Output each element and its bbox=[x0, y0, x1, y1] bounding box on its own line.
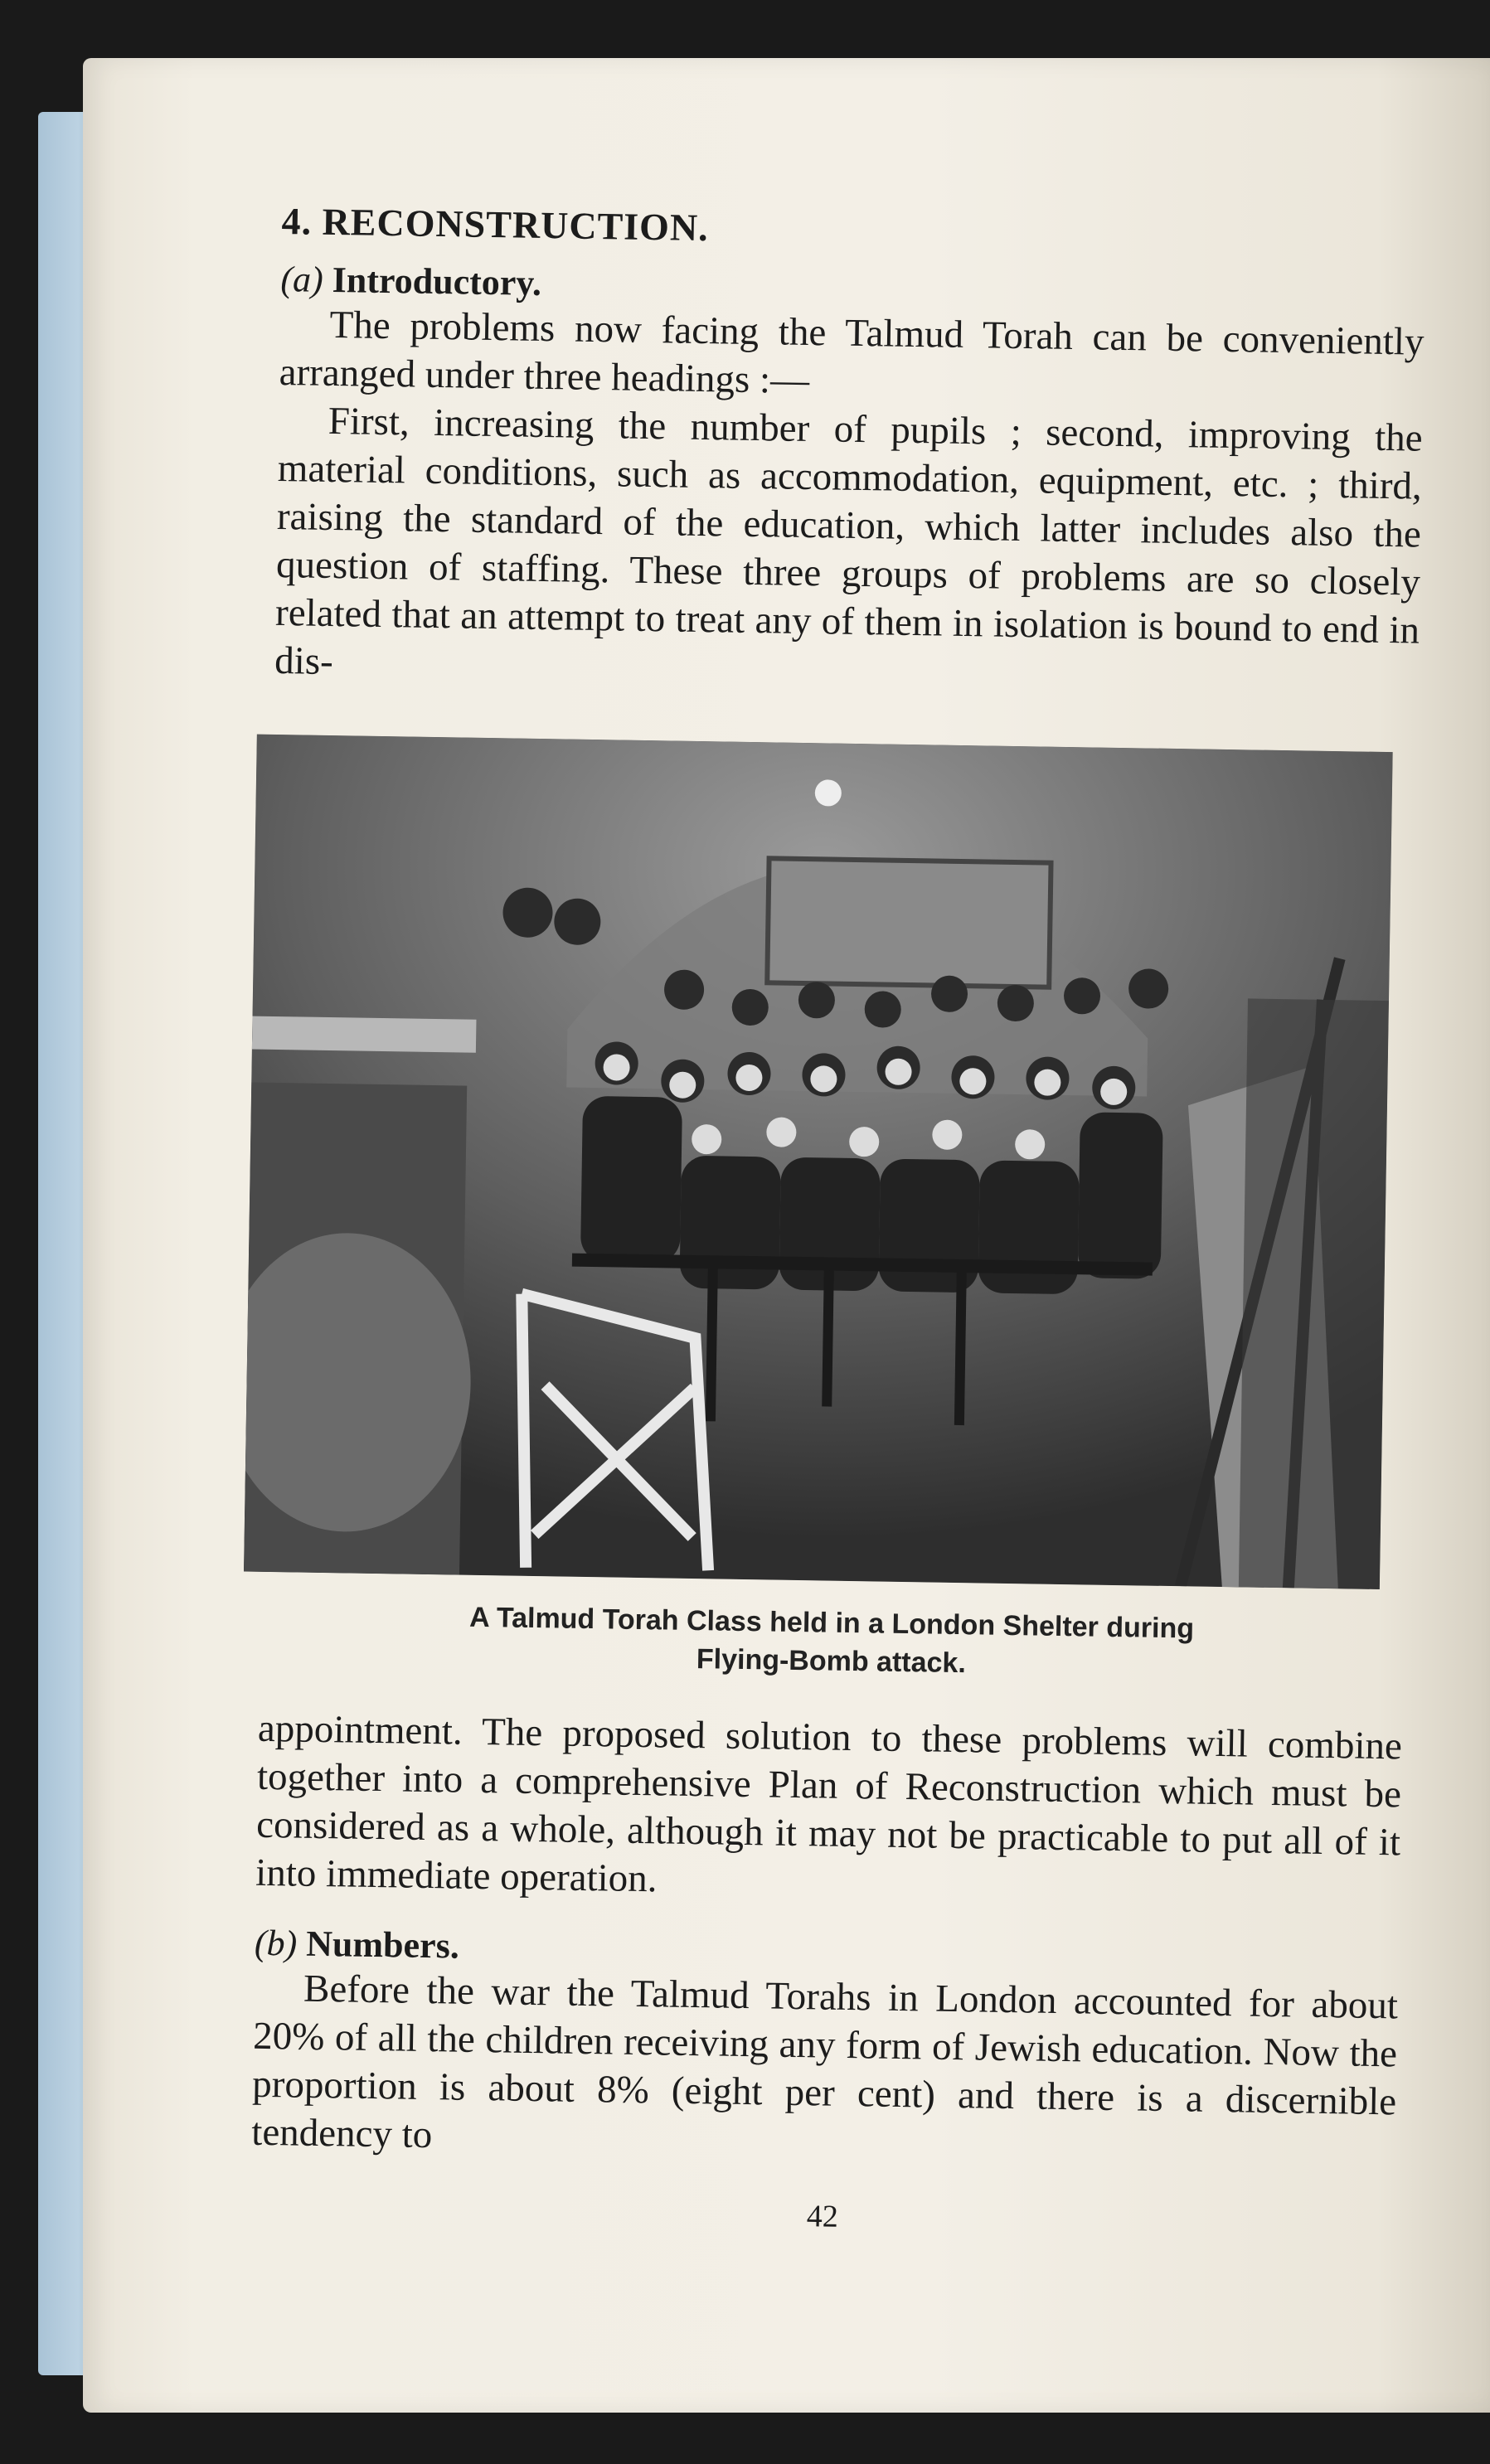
photo-caption bbox=[259, 1595, 1404, 1690]
caption-line-2: Flying-Bomb attack. bbox=[696, 1643, 967, 1680]
page-number: 42 bbox=[806, 2199, 839, 2234]
intro-continuation: appointment. The proposed solution to these problems will combine together into a comprehensive Plan of Reconstruction which must be considered as a whole, although it may not be practicable to put all of it into immediate operation. bbox=[255, 1706, 1403, 1901]
photo-illustration bbox=[244, 735, 1393, 1589]
intro-paragraph-1: The problems now facing the Talmud Torah can be conveniently arranged under three headings :— bbox=[279, 303, 1424, 403]
page-content bbox=[250, 199, 1426, 2243]
section-title: 4. RECONSTRUCTION. bbox=[281, 199, 710, 250]
subsection-a-marker: (a) bbox=[280, 258, 324, 300]
shelter-class-photo bbox=[244, 735, 1393, 1589]
subsection-a-title: Introductory. bbox=[332, 259, 542, 303]
subsection-b-title: Numbers. bbox=[305, 1923, 460, 1967]
numbers-paragraph: Before the war the Talmud Torahs in London accounted for about 20% of all the children receiving any form of Jewish education. Now the proportion is about 8% (eight per cent) and there is a discernible tendency to bbox=[250, 1967, 1399, 2157]
intro-paragraph-2: First, increasing the number of pupils ; second, improving the material conditions, such as accommodation, equipment, etc. ; third, raising the standard of the education, which latter includes also the question of staffing. These three groups of problems are so closely related that an attempt to treat any of them in isolation is bound to end in dis- bbox=[274, 399, 1424, 684]
caption-line-1: A Talmud Torah Class held in a London Shelter during bbox=[468, 1601, 1195, 1645]
subsection-b-marker: (b) bbox=[254, 1922, 298, 1964]
